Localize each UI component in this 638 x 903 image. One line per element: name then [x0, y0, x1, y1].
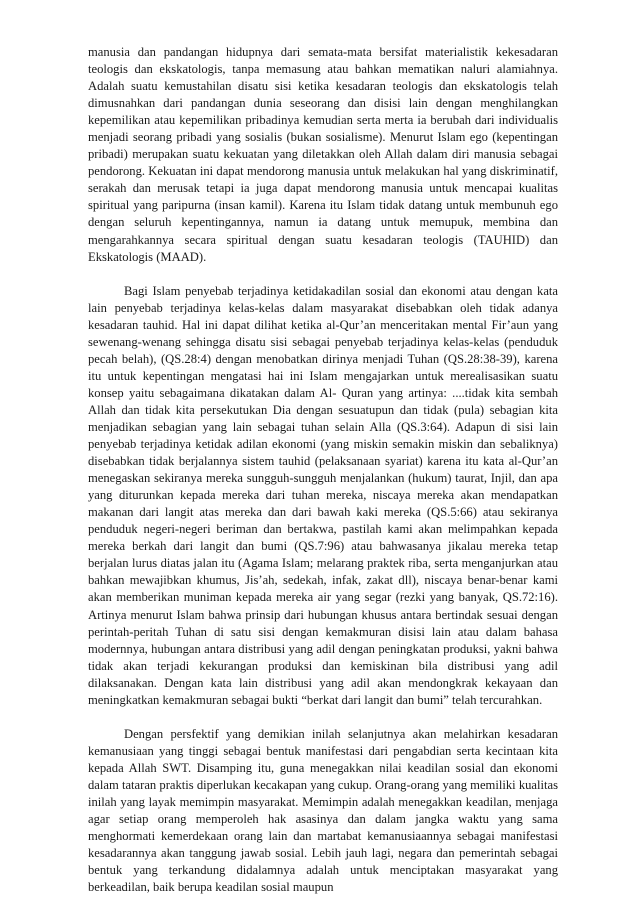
body-text [88, 44, 558, 896]
paragraph-social-economic-injustice: Bagi Islam penyebab terjadinya ketidakadilan sosial dan ekonomi atau dengan kata lain penyebab terjadinya kelas-kelas dalam masyarakat disebabkan oleh tidak adanya kesadaran tauhid. Hal ini dapat dilihat ketika al-Qur’an menceritakan mental Fir’aun yang sewenang-wenang sehingga disatu sisi sebagai penyebab terjadinya kelas-kelas (penduduk pecah belah), (QS.28:4) dengan menobatkan dirinya menjadi Tuhan (QS.28:38-39), karena itu untuk kepentingan mengatasi hai ini Islam mengajarkan untuk merealisasikan suatu konsep yaitu sebagaimana dikatakan dalam Al- Quran yang artinya: ....tidak kita sembah Allah dan tidak kita persekutukan Dia dengan sesuatupun dan tidak (pula) sebagian kita menjadikan sebagian yang lain sebagai tuhan selain Alla (QS.3:64). Adapun di sisi lain penyebab terjadinya ketidak adilan ekonomi (yang miskin semakin miskin dan sebaliknya) disebabkan tidak berjalannya sistem tauhid (pelaksanaan syariat) karena itu kata al-Qur’an menegaskan sekiranya mereka sungguh-sungguh menjalankan (hukum) taurat, Injil, dan apa yang diturunkan kepada mereka dari tuhan mereka, niscaya mereka akan mendapatkan makanan dari langit atas mereka dan dari bawah kaki mereka (QS.5:66) atau sekiranya penduduk negeri-negeri beriman dan bertakwa, pastilah kami akan melimpahkan kepada mereka berkah dari langit dan bumi (QS.7:96) atau bahwasanya jikalau mereka tetap berjalan lurus diatas jalan itu (Agama Islam; melarang praktek riba, serta menganjurkan atau bahkan mewajibkan khumus, Jis’ah, sedekah, infak, zakat dll), niscaya benar-benar kami akan memberikan muniman kepada mereka air yang segar (rezki yang banyak, QS.72:16). Artinya menurut Islam bahwa prinsip dari hubungan khusus antara bertindak sesuai dengan perintah-peritah Tuhan di satu sisi dengan kemakmuran disisi lain atau dalam bahasa modernnya, hubungan antara distribusi yang adil dengan peningkatan produksi, yakni bahwa tidak akan terjadi kekurangan produksi dan kemiskinan bila distribusi yang adil dilaksanakan. Dengan kata lain distribusi yang adil akan mendongkrak kekayaan dan meningkatkan kemakmuran sebagai bukti “berkat dari langit dan bumi” telah tercurahkan. [88, 283, 558, 707]
paragraph-continuation: manusia dan pandangan hidupnya dari semata-mata bersifat materialistik kekesadaran teologis dan ekskatologis, tanpa memasung atau bahkan mematikan naluri alamiahnya. Adalah suatu kemustahilan disatu sisi ketika kesadaran teologis dan ekskatologis telah dimusnahkan dari pandangan dunia seseorang dan disisi lain dengan menghilangkan kepemilikan atau kepemilikan pribadinya kemudian serta merta ia berubah dari individualis menjadi seorang pribadi yang sosialis (bukan sosialisme). Menurut Islam ego (kepentingan pribadi) merupakan suatu kekuatan yang diletakkan oleh Allah dalam diri manusia sebagai pendorong. Kekuatan ini dapat mendorong manusia untuk melakukan hal yang diskriminatif, serakah dan merusak tetapi ia juga dapat mendorong manusia untuk mencapai kualitas spiritual yang paripurna (insan kamil). Karena itu Islam tidak datang untuk membunuh ego dengan seluruh kepentingannya, namun ia datang untuk memupuk, membina dan mengarahkannya secara spiritual dengan suatu kesadaran teologis (TAUHID) dan Ekskatologis (MAAD). [88, 45, 558, 264]
paragraph-leadership-justice: Dengan persfektif yang demikian inilah selanjutnya akan melahirkan kesadaran kemanusiaan yang tinggi sebagai bentuk manifestasi dari pengabdian serta kecintaan kita kepada Allah SWT. Disamping itu, guna menegakkan nilai keadilan sosial dan ekonomi dalam tataran praktis diperlukan kecakapan yang cukup. Orang-orang yang memiliki kualitas inilah yang layak memimpin masyarakat. Memimpin adalah menegakkan keadilan, menjaga agar setiap orang memperoleh hak asasinya dan dalam jangka waktu yang sama menghormati kemerdekaan orang lain dan martabat kemanusiaannya sebagai manifestasi kesadarannya akan tanggung jawab sosial. Lebih jauh lagi, negara dan pemerintah sebagai bentuk yang terkandung didalamnya adalah untuk menciptakan masyarakat yang berkeadilan, baik berupa keadilan sosial maupun [88, 726, 558, 895]
